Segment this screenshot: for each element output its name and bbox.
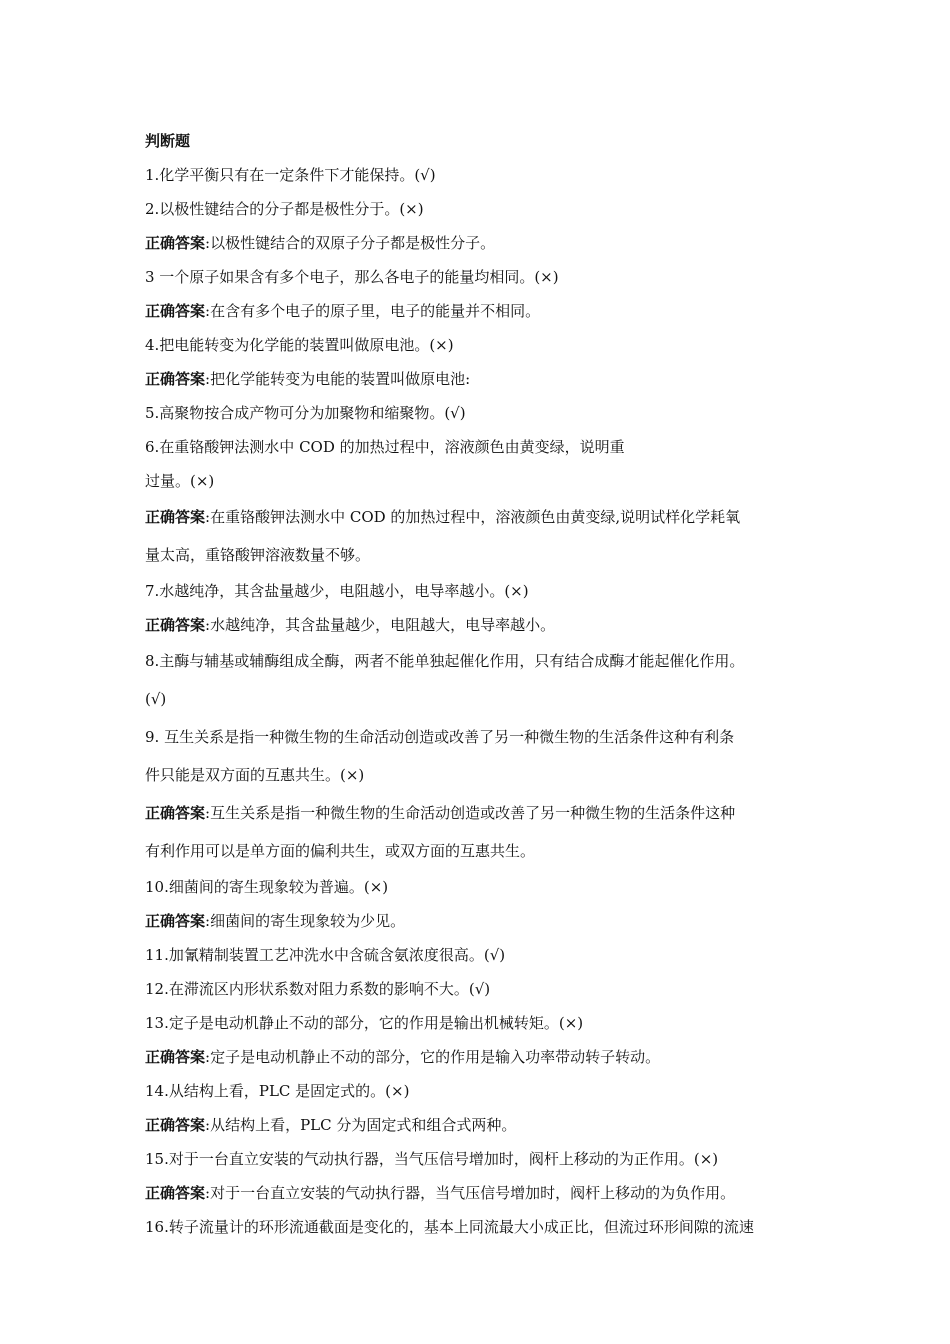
question-list <box>145 158 825 1244</box>
answer-line <box>145 608 825 642</box>
answer-label: 正确答案 <box>145 370 206 388</box>
question-line: 1.化学平衡只有在一定条件下才能保持。(√) <box>145 166 436 184</box>
question-line: 10.细菌间的寄生现象较为普遍。(×) <box>145 878 389 896</box>
answer-label: 正确答案 <box>145 302 206 320</box>
continuation-line: 有利作用可以是单方面的偏利共生，或双方面的互惠共生。 <box>145 842 536 860</box>
question-line: 4.把电能转变为化学能的装置叫做原电池。(×) <box>145 336 454 354</box>
section-title: 判断题 <box>145 132 191 150</box>
answer-text: :以极性键结合的双原子分子都是极性分子。 <box>205 234 496 252</box>
answer-label: 正确答案 <box>145 1116 206 1134</box>
answer-line <box>145 1176 825 1210</box>
answer-label: 正确答案 <box>145 1184 206 1202</box>
answer-text: :水越纯净，其含盐量越少，电阻越大，电导率越小。 <box>205 616 556 634</box>
answer-line <box>145 904 825 938</box>
document-body <box>145 124 825 1244</box>
answer-line <box>145 226 825 260</box>
answer-line <box>145 794 825 832</box>
question-line: 5.高聚物按合成产物可分为加聚物和缩聚物。(√) <box>145 404 466 422</box>
answer-text: :细菌间的寄生现象较为少见。 <box>205 912 406 930</box>
question-line: 15.对于一台直立安装的气动执行器，当气压信号增加时，阀杆上移动的为正作用。(×) <box>145 1150 719 1168</box>
answer-label: 正确答案 <box>145 912 206 930</box>
answer-text: :在重铬酸钾法测水中 COD 的加热过程中，溶液颜色由黄变绿,说明试样化学耗氧 <box>205 508 741 526</box>
answer-label: 正确答案 <box>145 804 206 822</box>
question-line: 12.在滞流区内形状系数对阻力系数的影响不大。(√) <box>145 980 491 998</box>
answer-text: :在含有多个电子的原子里，电子的能量并不相同。 <box>205 302 541 320</box>
question-line: 3 一个原子如果含有多个电子，那么各电子的能量均相同。(×) <box>145 268 559 286</box>
answer-text: :互生关系是指一种微生物的生命活动创造或改善了另一种微生物的生活条件这种 <box>205 804 736 822</box>
answer-line <box>145 498 825 536</box>
continuation-line: 件只能是双方面的互惠共生。(×) <box>145 766 365 784</box>
answer-line <box>145 1108 825 1142</box>
answer-text: :定子是电动机静止不动的部分，它的作用是输入功率带动转子转动。 <box>205 1048 661 1066</box>
answer-text: :对于一台直立安装的气动执行器，当气压信号增加时，阀杆上移动的为负作用。 <box>205 1184 736 1202</box>
question-line: 7.水越纯净，其含盐量越少，电阻越小，电导率越小。(×) <box>145 582 529 600</box>
question-line: 8.主酶与辅基或辅酶组成全酶，两者不能单独起催化作用，只有结合成酶才能起催化作用。 <box>145 652 745 670</box>
continuation-line: 量太高，重铬酸钾溶液数量不够。 <box>145 546 371 564</box>
answer-text: :从结构上看，PLC 分为固定式和组合式两种。 <box>205 1116 517 1134</box>
answer-line <box>145 1040 825 1074</box>
answer-label: 正确答案 <box>145 234 206 252</box>
answer-label: 正确答案 <box>145 1048 206 1066</box>
answer-line <box>145 294 825 328</box>
answer-text: :把化学能转变为电能的装置叫做原电池: <box>205 370 471 388</box>
question-line: 2.以极性键结合的分子都是极性分于。(×) <box>145 200 424 218</box>
continuation-line: 过量。(×) <box>145 472 215 490</box>
continuation-line: (√) <box>145 690 167 708</box>
question-line: 11.加氰精制装置工艺冲洗水中含硫含氨浓度很高。(√) <box>145 946 506 964</box>
question-line: 13.定子是电动机静止不动的部分，它的作用是输出机械转矩。(×) <box>145 1014 584 1032</box>
question-line: 16.转子流量计的环形流通截面是变化的，基本上同流最大小成正比，但流过环形间隙的流速 <box>145 1218 754 1236</box>
answer-label: 正确答案 <box>145 508 206 526</box>
answer-line <box>145 362 825 396</box>
answer-label: 正确答案 <box>145 616 206 634</box>
question-line: 14.从结构上看，PLC 是固定式的。(×) <box>145 1082 410 1100</box>
question-line: 6.在重铬酸钾法测水中 COD 的加热过程中，溶液颜色由黄变绿，说明重 <box>145 438 625 456</box>
question-line: 9. 互生关系是指一种微生物的生命活动创造或改善了另一种微生物的生活条件这种有利条 <box>145 728 735 746</box>
